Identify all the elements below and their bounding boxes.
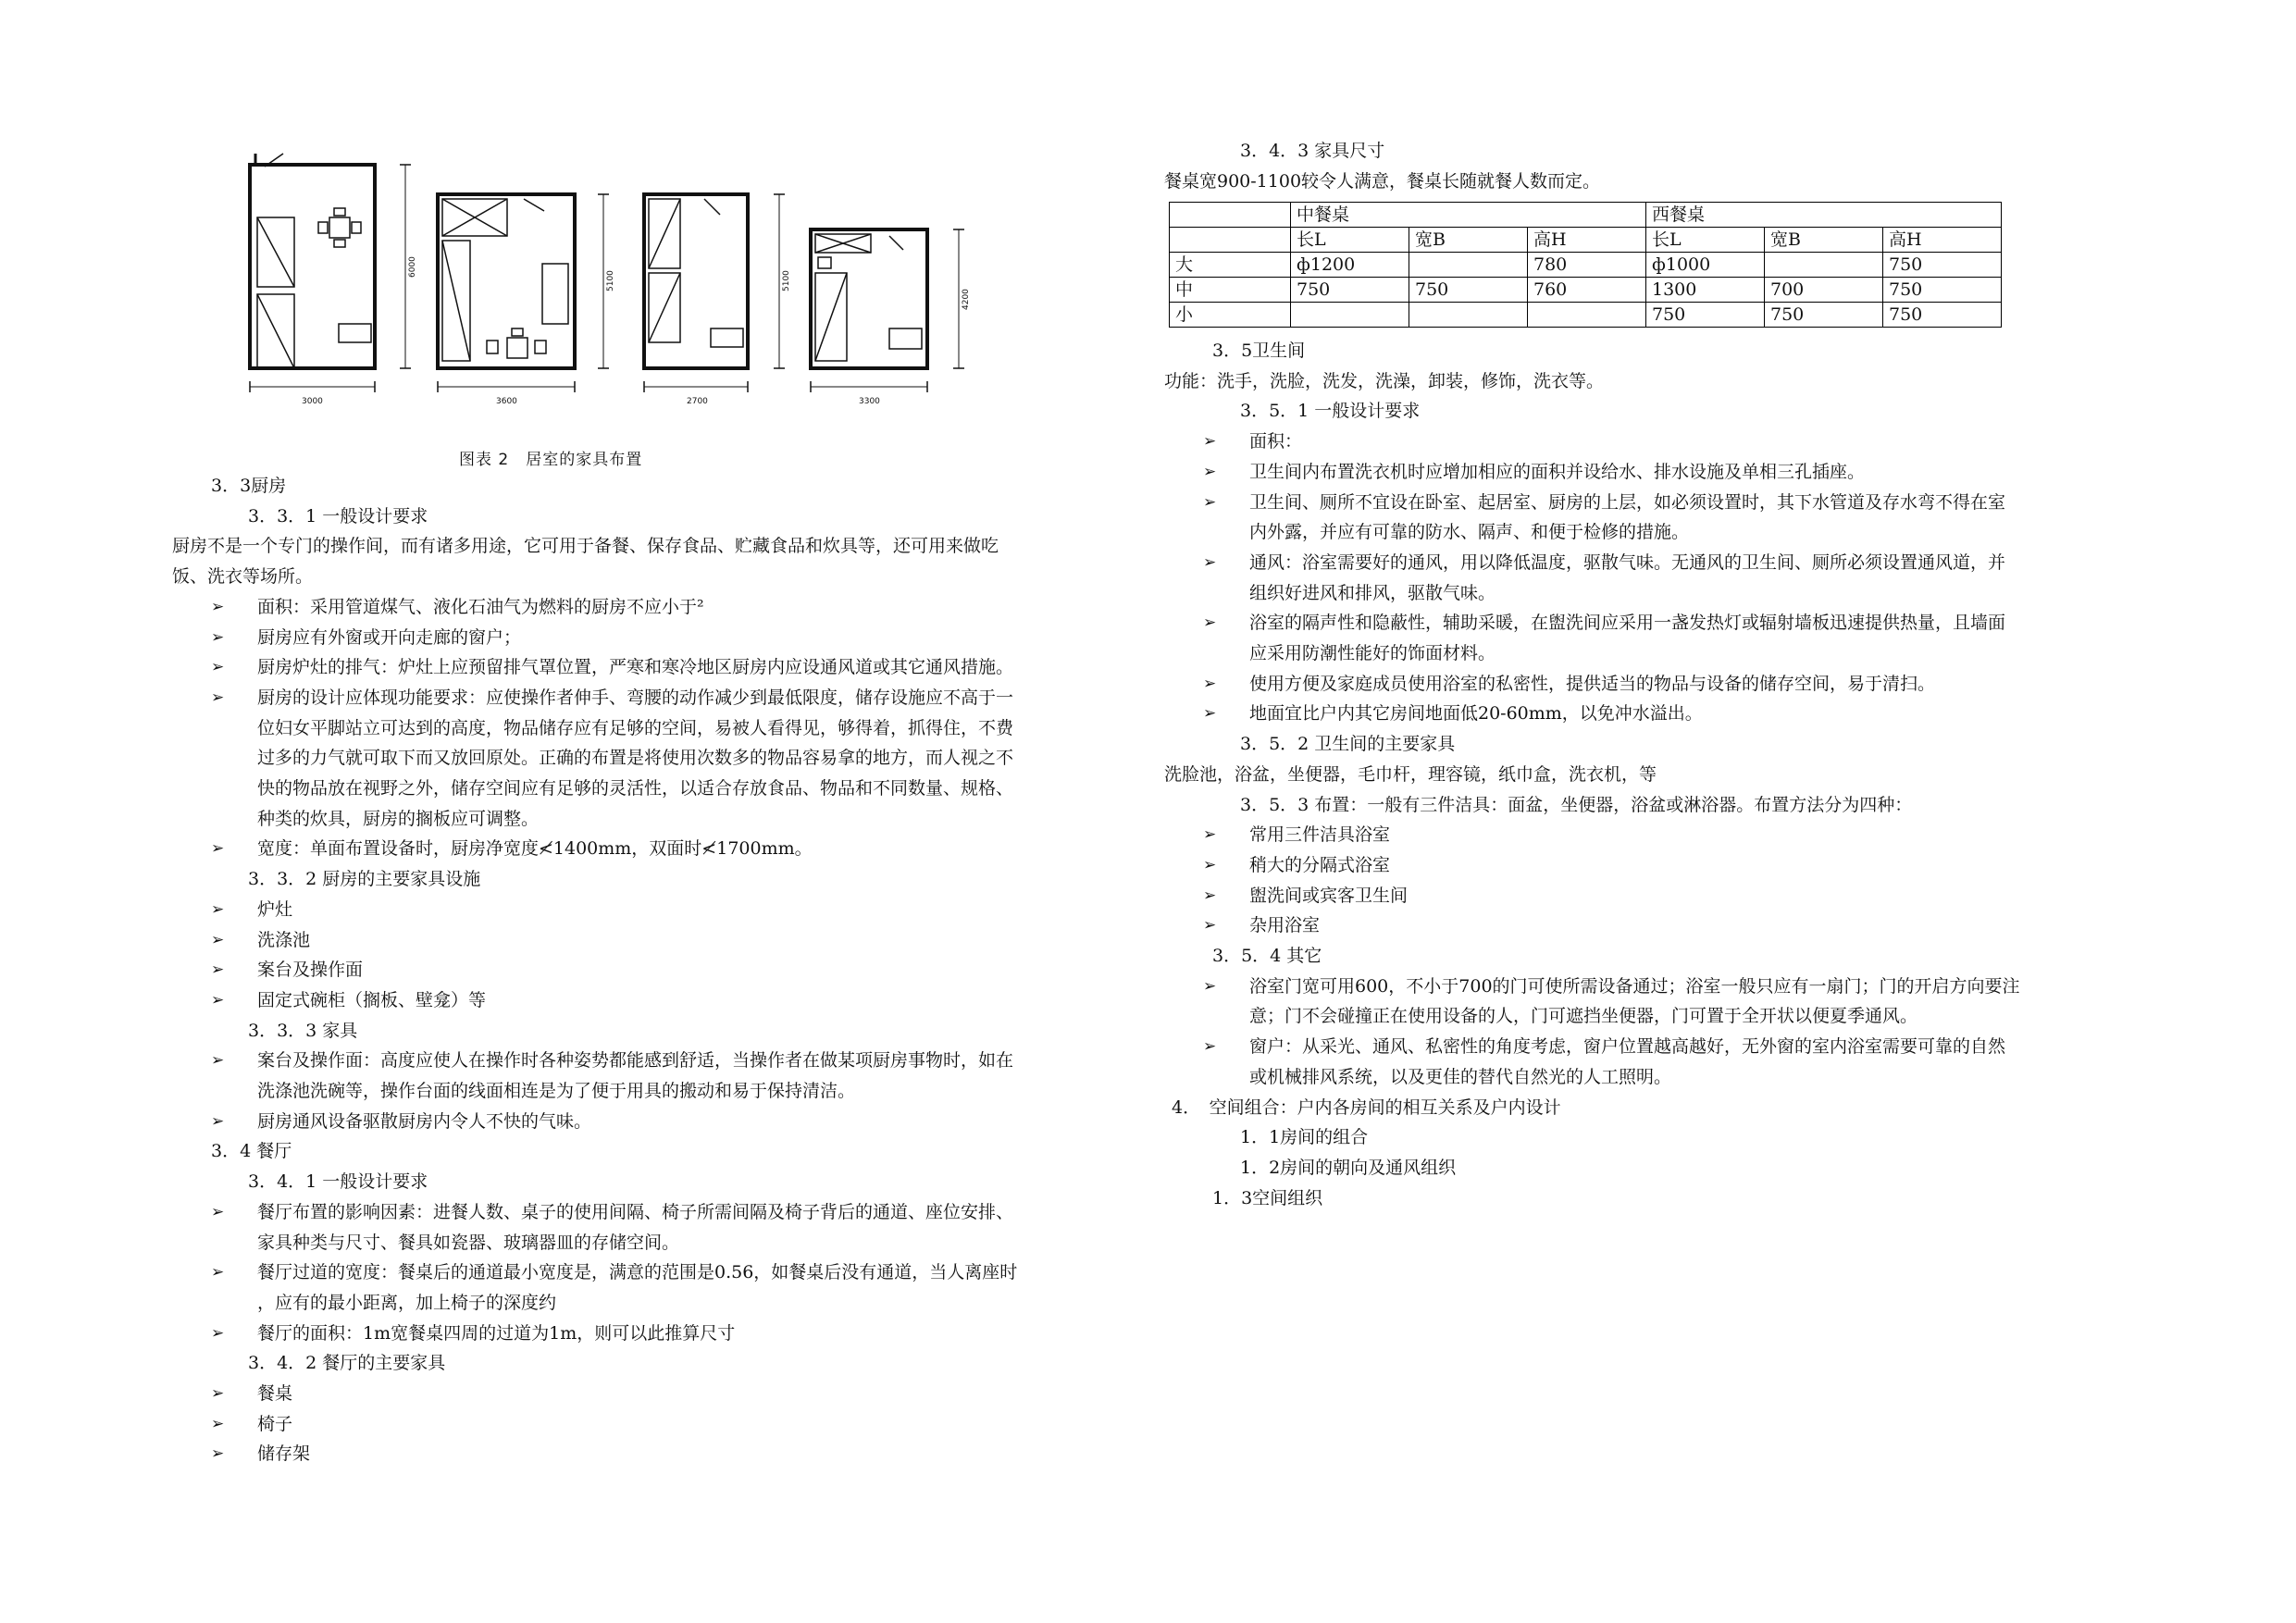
body-text-line: 组织好进风和排风，驱散气味。 (1249, 582, 1496, 603)
section-heading: 4． 空间组合：户内各房间的相互关系及户内设计 (1172, 1096, 1561, 1118)
bullet-item-text: 厨房的设计应体现功能要求：应使操作者伸手、弯腰的动作减少到最低限度，储存设施应不高于一 (257, 687, 1014, 708)
table-cell: ф1200 (1291, 253, 1409, 278)
dim-plan2-width: 3600 (496, 397, 517, 406)
section-heading: 3．4．3 家具尺寸 (1240, 141, 1385, 161)
body-text-line: 厨房不是一个专门的操作间，而有诸多用途，它可用于备餐、保存食品、贮藏食品和炊具等，还可用来做吃 (172, 536, 999, 557)
table-header-cell: 高H (1883, 228, 2002, 253)
body-text-line: 洗涤池洗碗等，操作台面的线面相连是为了便于用具的搬动和易于保持清洁。 (257, 1081, 856, 1101)
bullet-arrow-icon: ➢ (1203, 855, 1217, 874)
body-text-line: 餐桌宽900-1100较令人满意，餐桌长随就餐人数而定。 (1164, 170, 1601, 192)
table-cell: 780 (1528, 253, 1646, 278)
floor-plan-3 (644, 194, 785, 392)
bullet-item-text: 洗涤池 (257, 929, 311, 950)
dim-plan1-depth: 6000 (408, 256, 417, 278)
table-header-cell: 宽B (1409, 228, 1528, 253)
bullet-arrow-icon: ➢ (211, 839, 225, 859)
bullet-item-text: 浴室门宽可用600，不小于700的门可使所需设备通过；浴室一般只应有一扇门；门的开启方向要注 (1249, 975, 2020, 997)
section-heading: 3．5．2 卫生间的主要家具 (1240, 734, 1456, 755)
bullet-item-text: 厨房应有外窗或开向走廊的窗户； (257, 626, 522, 648)
dim-plan4-width: 3300 (859, 397, 880, 406)
bullet-arrow-icon: ➢ (1203, 492, 1217, 512)
bullet-item-text: 常用三件洁具浴室 (1249, 824, 1391, 846)
section-heading: 1．1房间的组合 (1240, 1127, 1369, 1148)
table-sub-header-row (1170, 228, 2002, 253)
bullet-item-text: 盥洗间或宾客卫生间 (1249, 885, 1409, 906)
section-heading: 3．5．4 其它 (1212, 946, 1322, 966)
table-cell (1765, 253, 1883, 278)
bullet-arrow-icon: ➢ (211, 960, 225, 980)
bullet-arrow-icon: ➢ (211, 1202, 225, 1221)
table-cell: ф1000 (1646, 253, 1765, 278)
section-heading: 3．5．3 布置：一般有三件洁具：面盆，坐便器，浴盆或淋浴器。布置方法分为四种： (1240, 794, 1913, 815)
body-text-line: ，应有的最小距离，加上椅子的深度约 (257, 1292, 557, 1313)
dim-plan4-depth: 4200 (962, 289, 971, 310)
bullet-arrow-icon: ➢ (211, 597, 225, 616)
floor-plan-4 (811, 229, 964, 392)
bullet-arrow-icon: ➢ (1203, 674, 1217, 693)
body-text-line: 内外露，并应有可靠的防水、隔声、和便于检修的措施。 (1249, 522, 1690, 543)
table-header-cell: 长L (1646, 228, 1765, 253)
bullet-arrow-icon: ➢ (211, 1414, 225, 1433)
bullet-arrow-icon: ➢ (1203, 704, 1217, 724)
bullet-arrow-icon: ➢ (211, 627, 225, 647)
bullet-item-text: 稍大的分隔式浴室 (1249, 854, 1391, 875)
floor-plan-1 (250, 154, 411, 392)
dim-plan2-depth: 5100 (606, 270, 615, 291)
bullet-item-text: 面积：采用管道煤气、液化石油气为燃料的厨房不应小于² (257, 596, 704, 617)
bullet-arrow-icon: ➢ (1203, 976, 1217, 996)
bullet-item-text: 通风：浴室需要好的通风，用以降低温度，驱散气味。无通风的卫生间、厕所必须设置通风道，并 (1249, 551, 2006, 573)
body-text-line: 种类的炊具，厨房的搁板应可调整。 (257, 808, 540, 829)
table-cell (1409, 253, 1528, 278)
table-cell: 小 (1170, 303, 1291, 328)
dim-plan1-width: 3000 (302, 397, 323, 406)
section-heading: 3．4 餐厅 (211, 1141, 292, 1162)
body-text-line: 饭、洗衣等场所。 (172, 566, 314, 588)
bullet-arrow-icon: ➢ (1203, 613, 1217, 633)
bullet-item-text: 炉灶 (257, 898, 293, 920)
bullet-item-text: 案台及操作面：高度应使人在操作时各种姿势都能感到舒适，当操作者在做某项厨房事物时，如在 (257, 1050, 1014, 1072)
floor-plans-drawing (172, 148, 1005, 426)
section-heading: 3．3．3 家具 (248, 1020, 358, 1041)
bullet-arrow-icon: ➢ (211, 1323, 225, 1343)
table-cell: 750 (1883, 303, 2002, 328)
section-heading: 3．3厨房 (211, 476, 287, 496)
table-cell: 大 (1170, 253, 1291, 278)
table-group-header-row (1170, 203, 2002, 228)
bullet-item-text: 杂用浴室 (1249, 915, 1321, 936)
bullet-arrow-icon: ➢ (211, 930, 225, 949)
body-text-line: 过多的力气就可取下而又放回原处。正确的布置是将使用次数多的物品容易拿的地方，而人视之不 (257, 748, 1014, 769)
bullet-arrow-icon: ➢ (211, 1111, 225, 1131)
bullet-arrow-icon: ➢ (1203, 1037, 1217, 1057)
table-cell (1409, 303, 1528, 328)
table-cell (1291, 303, 1409, 328)
floor-plan-2 (438, 194, 609, 392)
table-cell (1528, 303, 1646, 328)
dim-plan3-width: 2700 (687, 397, 708, 406)
bullet-item-text: 面积： (1249, 431, 1303, 452)
bullet-arrow-icon: ➢ (1203, 552, 1217, 572)
bullet-item-text: 椅子 (257, 1413, 293, 1434)
bullet-item-text: 厨房炉灶的排气：炉灶上应预留排气罩位置，严寒和寒冷地区厨房内应设通风道或其它通风措施。 (257, 657, 1014, 678)
furniture-size-table (1169, 202, 2002, 328)
bullet-item-text: 厨房通风设备驱散厨房内令人不快的气味。 (257, 1110, 592, 1132)
bullet-item-text: 宽度：单面布置设备时，厨房净宽度≮1400mm，双面时≮1700mm。 (257, 838, 813, 860)
table-cell: 750 (1883, 253, 2002, 278)
bullet-arrow-icon: ➢ (211, 1051, 225, 1071)
table-header-cell: 高H (1528, 228, 1646, 253)
bullet-item-text: 卫生间内布置洗衣机时应增加相应的面积并设给水、排水设施及单相三孔插座。 (1249, 461, 1866, 482)
table-row (1170, 253, 2002, 278)
bullet-arrow-icon: ➢ (1203, 886, 1217, 905)
table-group-header-western: 西餐桌 (1646, 203, 2002, 228)
body-text-line: 位妇女平脚站立可达到的高度，物品储存应有足够的空间，易被人看得见，够得着，抓得住，不费 (257, 717, 1014, 738)
section-heading: 3．3．2 厨房的主要家具设施 (248, 869, 481, 890)
table-cell: 760 (1528, 278, 1646, 303)
bullet-item-text: 餐桌 (257, 1383, 293, 1404)
bullet-item-text: 窗户：从采光、通风、私密性的角度考虑，窗户位置越高越好，无外窗的室内浴室需要可靠的自然 (1249, 1036, 2006, 1058)
body-text-line: 意；门不会碰撞正在使用设备的人，门可遮挡坐便器，门可置于全开状以便夏季通风。 (1249, 1006, 1918, 1027)
bullet-arrow-icon: ➢ (1203, 462, 1217, 481)
bullet-arrow-icon: ➢ (1203, 825, 1217, 845)
table-header-cell: 长L (1291, 228, 1409, 253)
body-text-line: 或机械排风系统，以及更佳的替代自然光的人工照明。 (1249, 1066, 1672, 1087)
bullet-item-text: 案台及操作面 (257, 960, 364, 981)
table-row (1170, 303, 2002, 328)
table-cell (1170, 228, 1291, 253)
bullet-arrow-icon: ➢ (211, 1444, 225, 1464)
bullet-item-text: 储存架 (257, 1443, 311, 1465)
section-heading: 1．3空间组织 (1212, 1187, 1323, 1208)
body-text-line: 快的物品放在视野之外，储存空间应有足够的灵活性，以适合存放食品、物品和不同数量、规格、 (257, 778, 1014, 799)
figure-caption: 图表 2 居室的家具布置 (459, 451, 643, 469)
table-header-cell: 宽B (1765, 228, 1883, 253)
bullet-arrow-icon: ➢ (211, 1384, 225, 1403)
bullet-arrow-icon: ➢ (1203, 432, 1217, 452)
bedroom-furniture-figure (172, 148, 1005, 481)
bullet-item-text: 固定式碗柜（搁板、壁龛）等 (257, 989, 487, 1010)
section-heading: 3．4．1 一般设计要求 (248, 1171, 428, 1193)
section-heading: 3．5卫生间 (1212, 341, 1306, 361)
bullet-arrow-icon: ➢ (211, 688, 225, 707)
table-cell: 700 (1765, 278, 1883, 303)
bullet-item-text: 使用方便及家庭成员使用浴室的私密性，提供适当的物品与设备的储存空间，易于清扫。 (1249, 673, 1936, 694)
body-text-line: 家具种类与尺寸、餐具如瓷器、玻璃器皿的存储空间。 (257, 1232, 680, 1253)
bullet-item-text: 餐厅的面积：1m宽餐桌四周的过道为1m，则可以此推算尺寸 (257, 1322, 736, 1344)
body-text-line: 功能：洗手，洗脸，洗发，洗澡，卸装，修饰，洗衣等。 (1164, 370, 1605, 391)
table-cell (1170, 203, 1291, 228)
bullet-arrow-icon: ➢ (211, 990, 225, 1010)
section-heading: 3．3．1 一般设计要求 (248, 505, 428, 527)
table-cell: 750 (1646, 303, 1765, 328)
bullet-item-text: 餐厅过道的宽度：餐桌后的通道最小宽度是，满意的范围是0.56，如餐桌后没有通道，当人离座时 (257, 1262, 1018, 1283)
bullet-arrow-icon: ➢ (211, 899, 225, 919)
table-cell: 1300 (1646, 278, 1765, 303)
bullet-arrow-icon: ➢ (211, 1263, 225, 1282)
section-heading: 3．4．2 餐厅的主要家具 (248, 1353, 446, 1374)
table-cell: 750 (1409, 278, 1528, 303)
table-cell: 750 (1765, 303, 1883, 328)
table-cell: 750 (1883, 278, 2002, 303)
section-heading: 3．5．1 一般设计要求 (1240, 401, 1421, 422)
table-cell: 750 (1291, 278, 1409, 303)
dim-plan3-depth: 5100 (782, 270, 791, 291)
body-text-line: 应采用防潮性能好的饰面材料。 (1249, 643, 1496, 663)
bullet-arrow-icon: ➢ (211, 658, 225, 677)
bullet-item-text: 餐厅布置的影响因素：进餐人数、桌子的使用间隔、椅子所需间隔及椅子背后的通道、座位安排、 (257, 1201, 1014, 1222)
bullet-item-text: 浴室的隔声性和隐蔽性，辅助采暖，在盥洗间应采用一盏发热灯或辐射墙板迅速提供热量，且墙面 (1249, 613, 2006, 634)
bullet-arrow-icon: ➢ (1203, 916, 1217, 935)
table-cell: 中 (1170, 278, 1291, 303)
body-text-line: 洗脸池，浴盆，坐便器，毛巾杆，理容镜，纸巾盒，洗衣机，等 (1164, 763, 1657, 785)
section-heading: 1．2房间的朝向及通风组织 (1240, 1157, 1457, 1178)
bullet-item-text: 卫生间、厕所不宜设在卧室、起居室、厨房的上层，如必须设置时，其下水管道及存水弯不得在室 (1249, 491, 2006, 513)
table-group-header-chinese: 中餐桌 (1291, 203, 1646, 228)
table-row (1170, 278, 2002, 303)
bullet-item-text: 地面宜比户内其它房间地面低20-60mm，以免冲水溢出。 (1249, 703, 1703, 725)
